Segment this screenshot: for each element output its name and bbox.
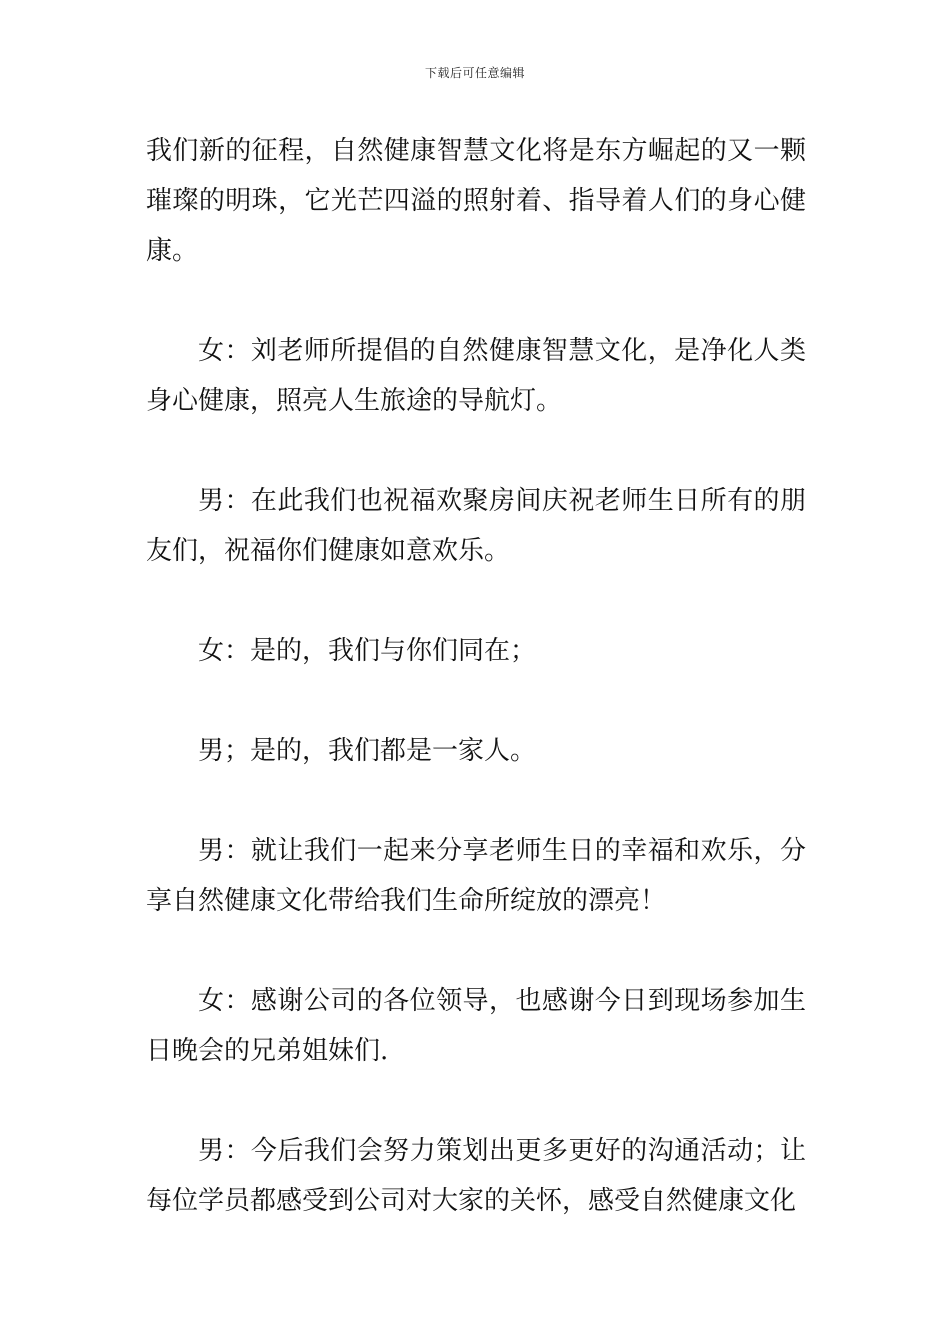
paragraph-1: 我们新的征程，自然健康智慧文化将是东方崛起的又一颗璀璨的明珠，它光芒四溢的照射着、指导着人们的身心健康。 — [146, 136, 806, 266]
paragraph-5: 男；是的，我们都是一家人。 — [198, 736, 537, 766]
paragraph-8: 男：今后我们会努力策划出更多更好的沟通活动；让每位学员都感受到公司对大家的关怀，感受自然健康文化 — [146, 1136, 806, 1216]
paragraph-gap — [146, 776, 806, 826]
document-body — [146, 126, 806, 1226]
paragraph-2: 女：刘老师所提倡的自然健康智慧文化，是净化人类身心健康，照亮人生旅途的导航灯。 — [146, 336, 806, 416]
paragraph-3: 男：在此我们也祝福欢聚房间庆祝老师生日所有的朋友们，祝福你们健康如意欢乐。 — [146, 486, 806, 566]
paragraph-6: 男：就让我们一起来分享老师生日的幸福和欢乐，分享自然健康文化带给我们生命所绽放的漂亮！ — [146, 836, 806, 916]
page-header: 下载后可任意编辑 — [424, 66, 525, 80]
paragraph-7: 女：感谢公司的各位领导，也感谢今日到现场参加生日晚会的兄弟姐妹们. — [146, 986, 806, 1066]
paragraph-gap — [146, 926, 806, 976]
paragraph-gap — [146, 676, 806, 726]
paragraph-gap — [146, 426, 806, 476]
paragraph-gap — [146, 1076, 806, 1126]
paragraph-4: 女：是的，我们与你们同在； — [198, 636, 537, 666]
paragraph-gap — [146, 276, 806, 326]
paragraph-gap — [146, 576, 806, 626]
